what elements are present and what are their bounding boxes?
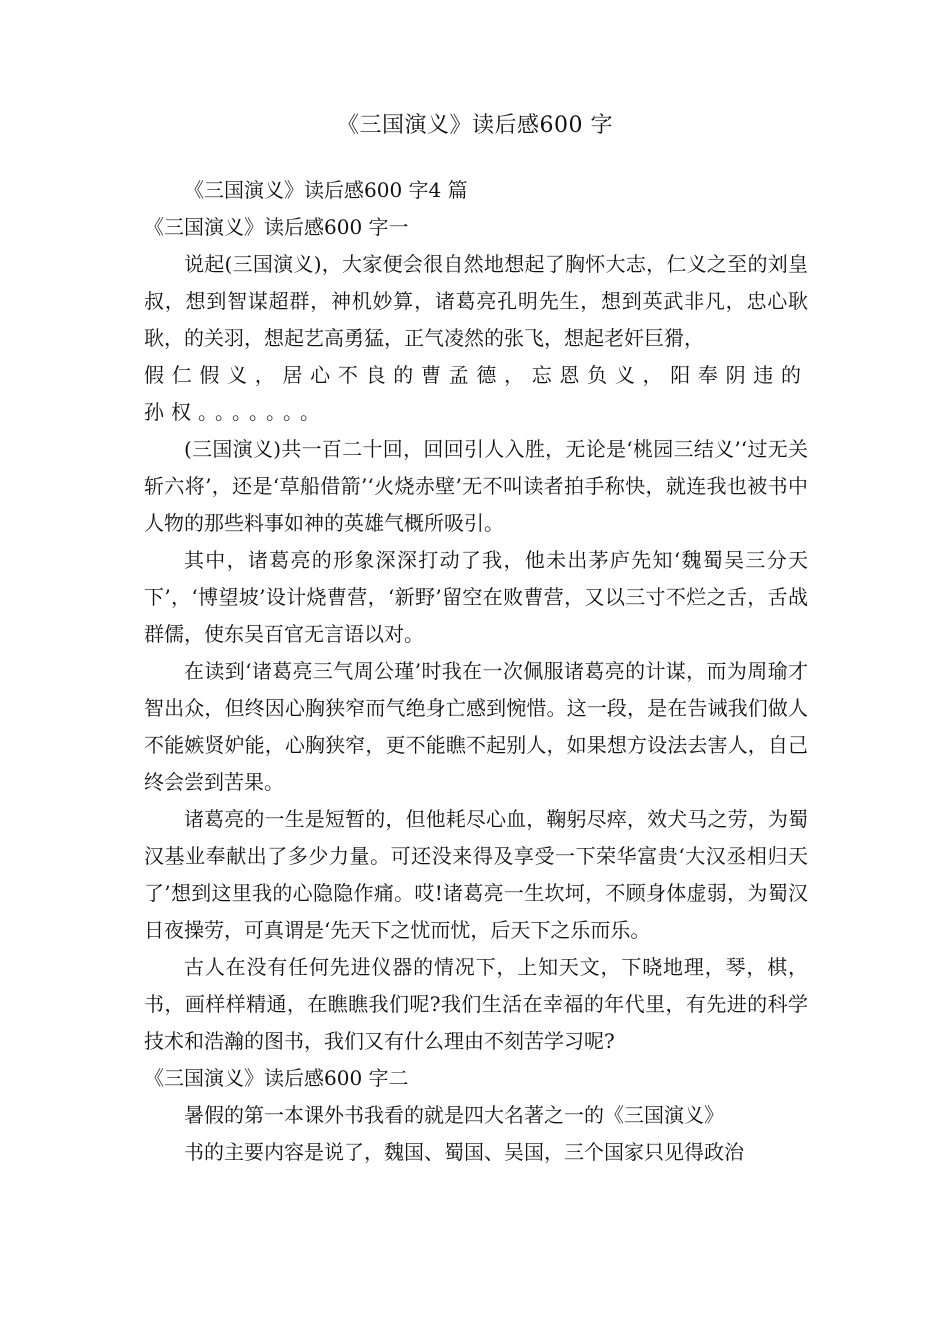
paragraph: 暑假的第一本课外书我看的就是四大名著之一的《三国演义》 bbox=[184, 1103, 724, 1127]
document-title: 《三国演义》读后感600 字 bbox=[337, 113, 613, 138]
paragraph-continuation: 假仁假义，居心不良的曹孟德，忘恩负义，阳奉阴违的孙权。。。。。。。 bbox=[144, 363, 808, 424]
section-heading-one: 《三国演义》读后感600 字一 bbox=[144, 215, 409, 239]
paragraph: 古人在没有任何先进仪器的情况下，上知天文，下晓地理，琴，棋，书，画样样精通，在瞧瞧我们呢?我们生活在幸福的年代里，有先进的科学技术和浩瀚的图书，我们又有什么理由不刻苦学习呢? bbox=[144, 955, 808, 1053]
paragraph: 在读到‘诸葛亮三气周公瑾’时我在一次佩服诸葛亮的计谋，而为周瑜才智出众，但终因心胸狭窄而气绝身亡感到惋惜。这一段，是在告诫我们做人不能嫉贤妒能，心胸狭窄，更不能瞧不起别人，如果想方设法去害人，自己终会尝到苦果。 bbox=[144, 659, 808, 794]
section-heading-two: 《三国演义》读后感600 字二 bbox=[144, 1066, 409, 1090]
document-subtitle: 《三国演义》读后感600 字4 篇 bbox=[184, 178, 468, 202]
document-body bbox=[144, 172, 808, 1171]
paragraph: 其中，诸葛亮的形象深深打动了我，他未出茅庐先知‘魏蜀吴三分天下’，‘博望坡’设计烧曹营，‘新野’留空在败曹营，又以三寸不烂之舌，舌战群儒，使东吴百官无言语以对。 bbox=[144, 548, 808, 646]
paragraph: (三国演义)共一百二十回，回回引人入胜，无论是‘桃园三结义’‘过无关斩六将’，还是‘草船借箭’‘火烧赤壁’无不叫读者拍手称快，就连我也被书中人物的那些料事如神的英雄气概所吸引。 bbox=[144, 437, 808, 535]
paragraph: 书的主要内容是说了，魏国、蜀国、吴国，三个国家只见得政治 bbox=[184, 1140, 744, 1164]
paragraph: 说起(三国演义)，大家便会很自然地想起了胸怀大志，仁义之至的刘皇叔，想到智谋超群，神机妙算，诸葛亮孔明先生，想到英武非凡，忠心耿耿，的关羽，想起艺高勇猛，正气凌然的张飞，想起老奸巨猾， bbox=[144, 252, 808, 350]
paragraph: 诸葛亮的一生是短暂的，但他耗尽心血，鞠躬尽瘁，效犬马之劳，为蜀汉基业奉献出了多少力量。可还没来得及享受一下荣华富贵‘大汉丞相归天了’想到这里我的心隐隐作痛。哎!诸葛亮一生坎坷，不顾身体虚弱，为蜀汉日夜操劳，可真谓是‘先天下之忧而忧，后天下之乐而乐。 bbox=[144, 807, 808, 942]
